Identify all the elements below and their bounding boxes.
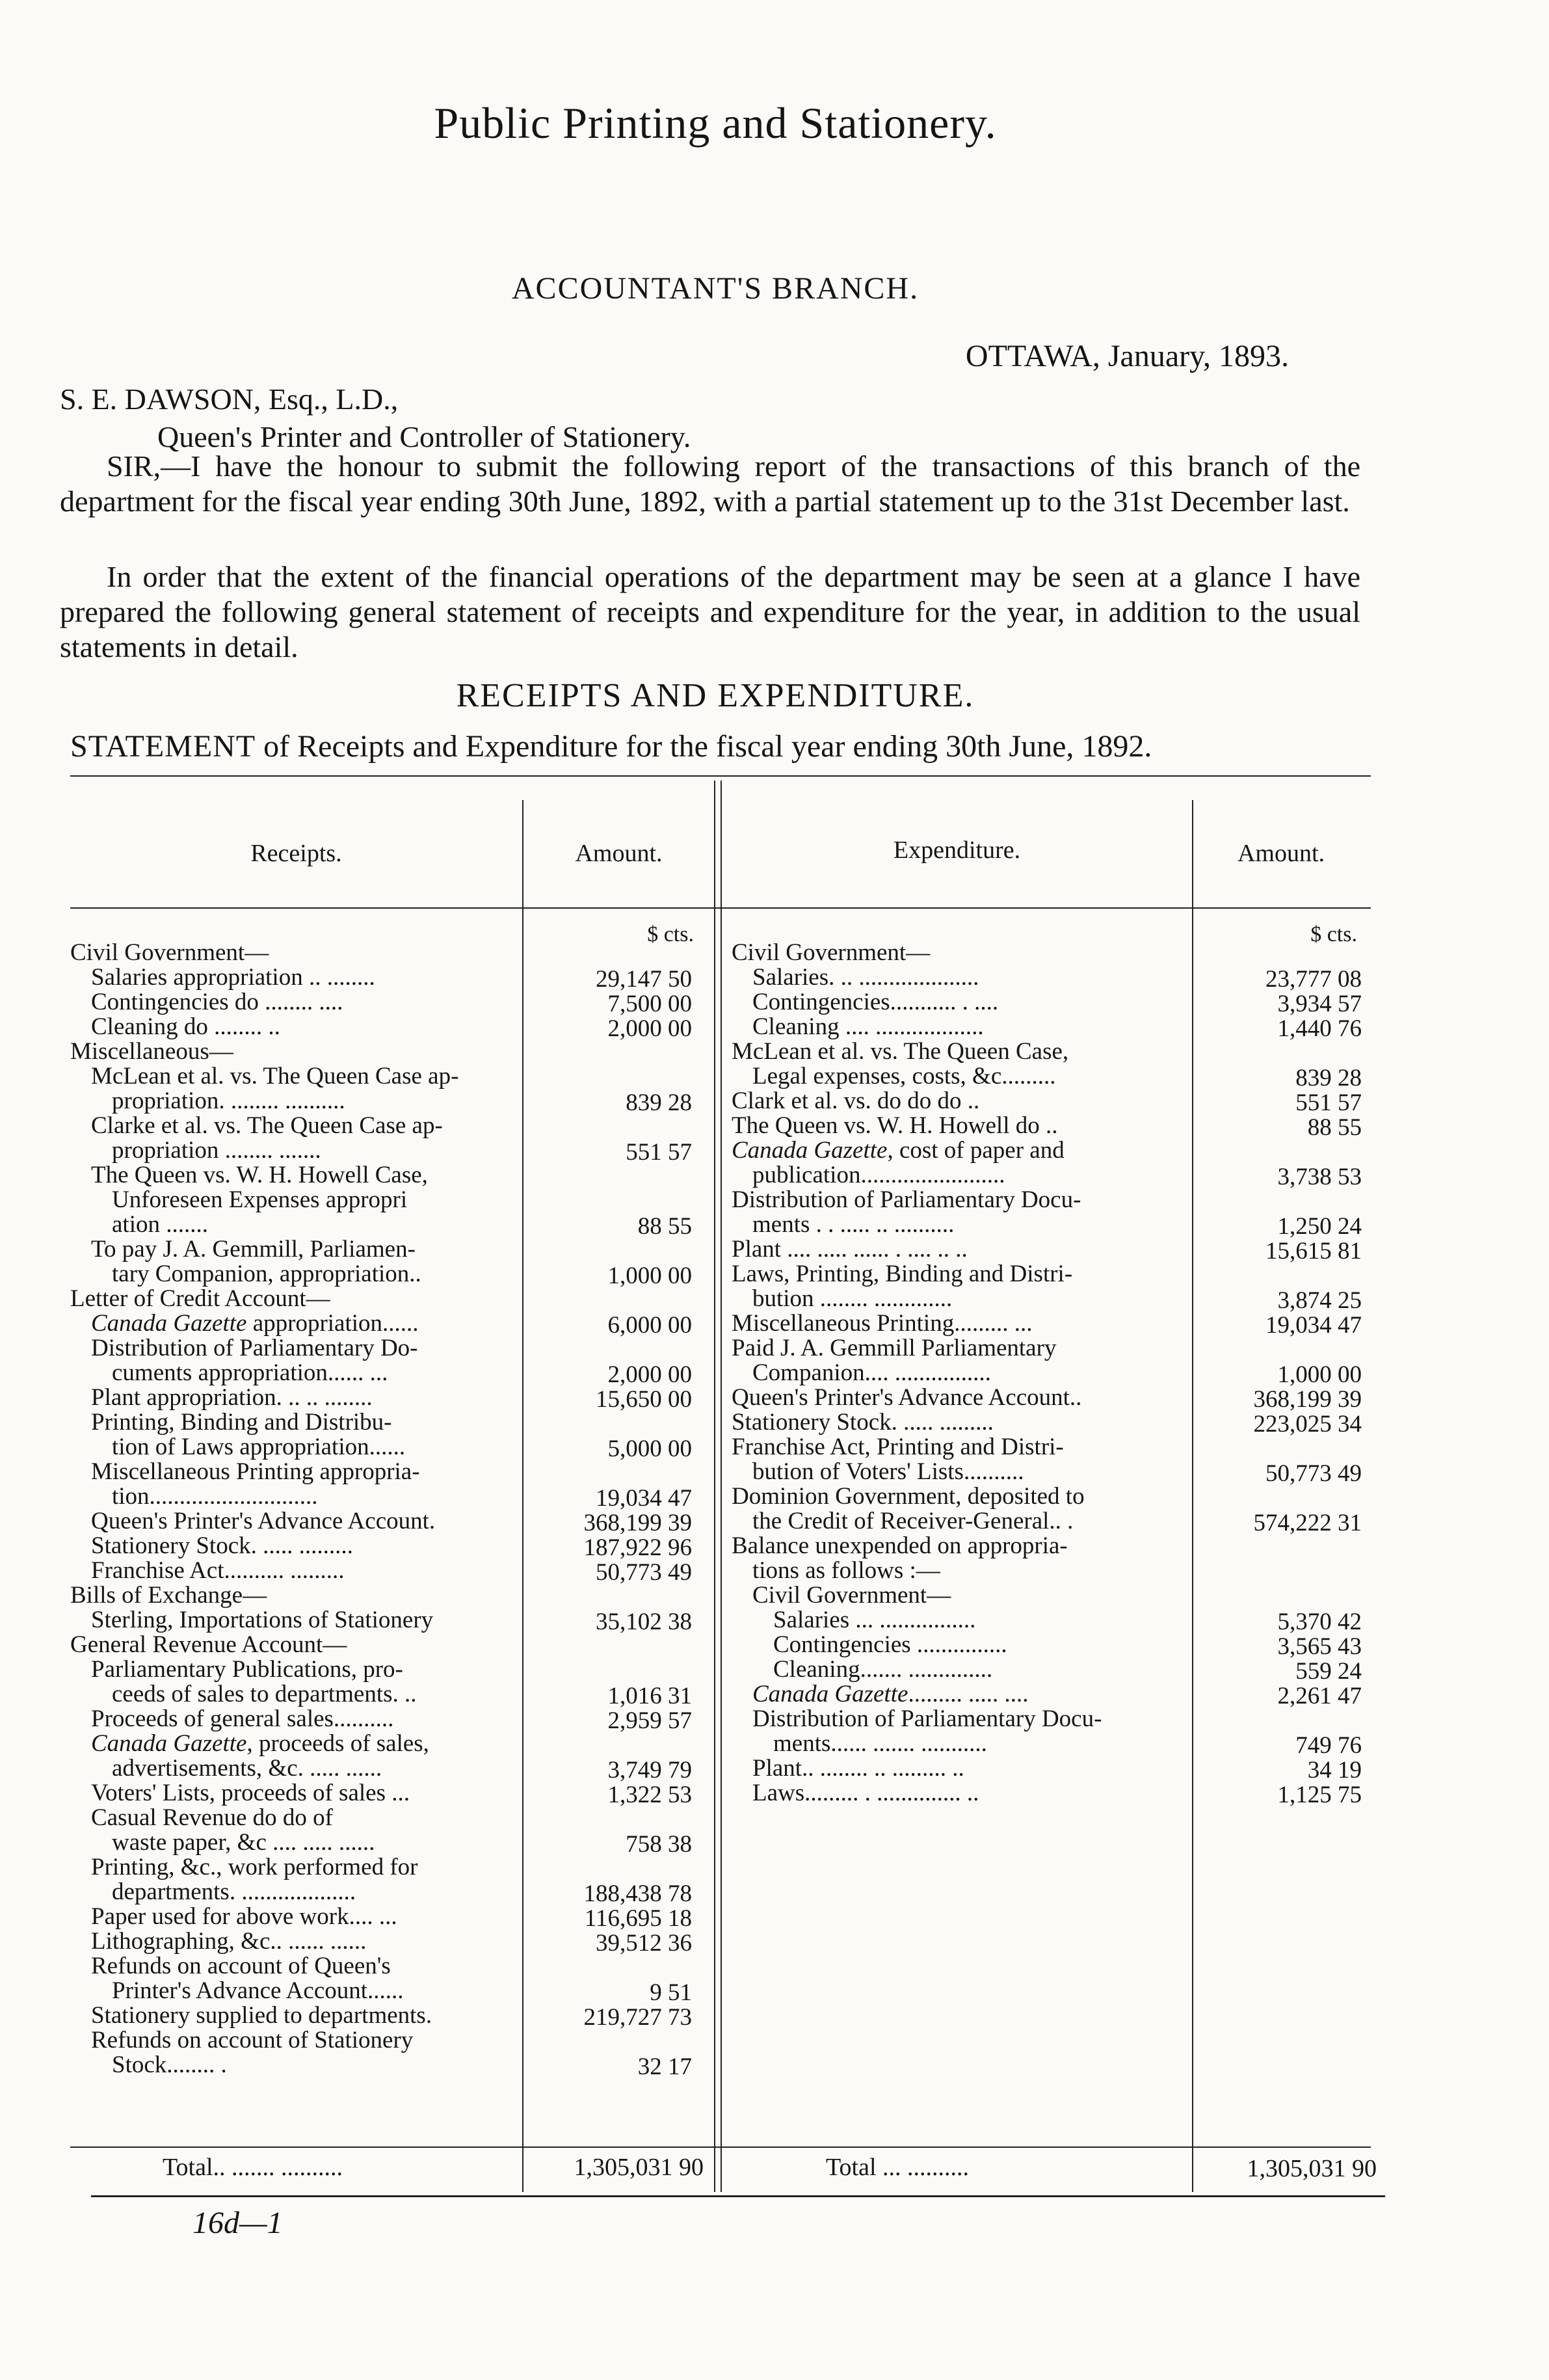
addressee-title: Queen's Printer and Controller of Stationery.: [157, 420, 691, 453]
receipt-line: ation .......: [112, 1211, 208, 1238]
receipt-amount: 3,749 79: [607, 1757, 692, 1784]
expenditure-amount: 551 57: [1295, 1090, 1362, 1116]
expenditure-amount: 3,738 53: [1277, 1164, 1362, 1190]
expenditure-line: tions as follows :—: [752, 1557, 940, 1584]
receipt-amount: 39,512 36: [596, 1930, 692, 1957]
expenditure-line: Contingencies........... . ....: [752, 989, 999, 1015]
expenditure-line: Plant .... ..... ...... . .... .. ..: [732, 1236, 968, 1263]
expenditure-line: McLean et al. vs. The Queen Case,: [732, 1038, 1069, 1065]
divider-expenditure-amount: [1192, 800, 1193, 2192]
receipt-line: Cleaning do ........ ..: [91, 1013, 280, 1040]
receipt-line: Plant appropriation. .. .. ........: [91, 1384, 373, 1411]
expenditure-line: Laws......... . .............. ..: [752, 1780, 979, 1806]
expenditure-amount: 23,777 08: [1265, 966, 1362, 993]
receipt-line: tary Companion, appropriation..: [112, 1261, 421, 1287]
receipt-line: Canada Gazette, proceeds of sales,: [91, 1730, 429, 1757]
receipt-line: To pay J. A. Gemmill, Parliamen-: [91, 1236, 416, 1263]
receipt-line: Stock........ .: [112, 2052, 227, 2078]
statement-title-rest: of Receipts and Expenditure for the fiscal year ending 30th June, 1892.: [263, 729, 1152, 764]
expenditure-line: Laws, Printing, Binding and Distri-: [732, 1261, 1073, 1287]
expenditure-amount: 34 19: [1307, 1757, 1362, 1784]
receipt-line: Queen's Printer's Advance Account.: [91, 1508, 436, 1534]
receipt-amount: 1,000 00: [607, 1263, 692, 1289]
expenditure-line: Plant.. ........ .. ......... ..: [752, 1755, 964, 1782]
receipt-line: Bills of Exchange—: [70, 1582, 267, 1609]
currency-header-right: $ cts.: [1310, 922, 1357, 946]
expenditure-line: Civil Government—: [732, 939, 931, 966]
receipt-amount: 188,438 78: [583, 1880, 692, 1907]
expenditure-amount: 3,934 57: [1277, 991, 1362, 1017]
receipt-amount: 2,000 00: [607, 1361, 692, 1388]
receipt-line: propriation. ........ ..........: [112, 1088, 345, 1114]
receipt-line: propriation ........ .......: [112, 1137, 321, 1164]
receipt-line: The Queen vs. W. H. Howell Case,: [91, 1162, 428, 1188]
currency-header-left: $ cts.: [647, 922, 694, 946]
receipt-line: Stationery Stock. ..... .........: [91, 1532, 353, 1559]
total-receipts-label: Total.. ....... ..........: [163, 2154, 343, 2181]
receipt-line: Refunds on account of Stationery: [91, 2027, 414, 2053]
expenditure-line: Stationery Stock. ..... .........: [732, 1409, 994, 1436]
receipt-line: Paper used for above work.... ...: [91, 1903, 397, 1930]
expenditure-line: Franchise Act, Printing and Distri-: [732, 1434, 1064, 1460]
expenditure-amount: 1,250 24: [1277, 1213, 1362, 1240]
expenditure-line: Canada Gazette, cost of paper and: [732, 1137, 1065, 1164]
receipt-amount: 32 17: [637, 2053, 692, 2080]
total-receipts-value: 1,305,031 90: [574, 2154, 704, 2181]
receipt-line: Distribution of Parliamentary Do-: [91, 1335, 418, 1361]
expenditure-line: Canada Gazette......... ..... ....: [752, 1681, 1029, 1707]
expenditure-amount: 88 55: [1307, 1114, 1362, 1141]
italic-title: Canada Gazette: [752, 1681, 908, 1707]
receipt-line: Franchise Act.......... .........: [91, 1557, 345, 1584]
receipt-line: ceeds of sales to departments. ..: [112, 1681, 417, 1707]
expenditure-amount: 15,615 81: [1265, 1238, 1362, 1264]
receipt-line: Proceeds of general sales..........: [91, 1705, 394, 1732]
expenditure-line: publication........................: [752, 1162, 1005, 1188]
receipt-line: Printing, Binding and Distribu-: [91, 1409, 392, 1436]
header-expenditure: Expenditure.: [893, 836, 1021, 864]
section-heading: RECEIPTS AND EXPENDITURE.: [456, 677, 975, 714]
receipt-line: Printing, &c., work performed for: [91, 1854, 418, 1880]
receipt-line: tion............................: [112, 1483, 318, 1510]
receipt-line: Miscellaneous—: [70, 1038, 233, 1065]
receipt-amount: 839 28: [626, 1090, 692, 1116]
expenditure-line: Miscellaneous Printing......... ...: [732, 1310, 1033, 1337]
receipt-line: Printer's Advance Account......: [112, 1977, 404, 2004]
receipt-amount: 1,322 53: [607, 1782, 692, 1808]
receipt-amount: 35,102 38: [596, 1609, 692, 1635]
expenditure-line: ments . . ..... .. ..........: [752, 1211, 955, 1238]
receipt-amount: 2,000 00: [607, 1015, 692, 1042]
addressee-name: S. E. DAWSON, Esq., L.D.,: [60, 382, 399, 416]
expenditure-amount: 50,773 49: [1265, 1460, 1362, 1487]
expenditure-line: Clark et al. vs. do do do ..: [732, 1088, 980, 1114]
table-bottom-rule: [91, 2195, 1385, 2197]
divider-center-2: [721, 781, 722, 2192]
expenditure-line: Balance unexpended on appropria-: [732, 1532, 1068, 1559]
statement-title: [70, 729, 1152, 764]
footer-signature: 16d—1: [192, 2206, 283, 2240]
receipt-amount: 9 51: [650, 1979, 692, 2006]
receipt-amount: 187,922 96: [583, 1534, 692, 1561]
statement-title-lead: STATEMENT: [70, 729, 256, 764]
total-expenditure-label: Total ... ..........: [826, 2154, 970, 2181]
receipts-column: [70, 941, 519, 2078]
expenditure-line: Distribution of Parliamentary Docu-: [752, 1705, 1102, 1732]
expenditure-line: Paid J. A. Gemmill Parliamentary: [732, 1335, 1057, 1361]
expenditure-amount: 5,370 42: [1277, 1609, 1362, 1635]
expenditure-column: [732, 941, 1190, 1806]
divider-center-1: [714, 781, 715, 2192]
receipt-line: departments. ...................: [112, 1879, 356, 1905]
expenditure-line: bution of Voters' Lists..........: [752, 1458, 1024, 1485]
expenditure-line: Salaries. .. ....................: [752, 964, 979, 991]
receipt-line: McLean et al. vs. The Queen Case ap-: [91, 1063, 459, 1090]
italic-title: Canada Gazette: [732, 1137, 888, 1164]
page-title: Public Printing and Stationery.: [434, 98, 997, 148]
expenditure-line: Contingencies ...............: [773, 1631, 1007, 1658]
receipt-line: cuments appropriation...... ...: [112, 1359, 388, 1386]
expenditure-amount: 839 28: [1295, 1065, 1362, 1091]
branch-title: ACCOUNTANT'S BRANCH.: [511, 271, 920, 306]
italic-title: Canada Gazette: [91, 1310, 247, 1337]
expenditure-amount: 574,222 31: [1253, 1510, 1362, 1536]
receipt-amount: 7,500 00: [607, 991, 692, 1017]
expenditure-line: Dominion Government, deposited to: [732, 1483, 1085, 1510]
expenditure-line: Cleaning .... ..................: [752, 1013, 984, 1040]
receipt-line: waste paper, &c .... ..... ......: [112, 1829, 375, 1856]
expenditure-amount: 1,125 75: [1277, 1782, 1362, 1808]
expenditure-line: Salaries ... ................: [773, 1607, 976, 1633]
intro-paragraph: SIR,—I have the honour to submit the following report of the transactions of this branch of the department for the fiscal year ending 30th June, 1892, with a partial statement up to the 31st December last.: [60, 449, 1360, 518]
receipt-amount: 19,034 47: [596, 1485, 692, 1512]
expenditure-line: The Queen vs. W. H. Howell do ..: [732, 1112, 1058, 1139]
receipt-line: Letter of Credit Account—: [70, 1285, 330, 1312]
receipt-line: Unforeseen Expenses appropri: [112, 1186, 408, 1213]
header-receipts: Receipts.: [250, 840, 342, 867]
addressee-block: [60, 381, 691, 456]
receipt-amount: 219,727 73: [583, 2004, 692, 2031]
receipt-line: Clarke et al. vs. The Queen Case ap-: [91, 1112, 443, 1139]
receipt-line: Sterling, Importations of Stationery: [91, 1607, 434, 1633]
receipt-amount: 15,650 00: [596, 1386, 692, 1413]
receipt-line: Stationery supplied to departments.: [91, 2002, 432, 2029]
receipt-amount: 29,147 50: [596, 966, 692, 993]
expenditure-line: Legal expenses, costs, &c.........: [752, 1063, 1056, 1090]
expenditure-amount: 749 76: [1295, 1732, 1362, 1759]
receipt-line: Casual Revenue do do of: [91, 1804, 333, 1831]
expenditure-amount: 3,874 25: [1277, 1287, 1362, 1314]
receipt-amount: 758 38: [626, 1831, 692, 1858]
receipt-line: General Revenue Account—: [70, 1631, 347, 1658]
dateline: OTTAWA, January, 1893.: [965, 339, 1289, 373]
receipt-amount: 2,959 57: [607, 1707, 692, 1734]
receipt-amount: 116,695 18: [584, 1905, 692, 1932]
receipt-amount: 1,016 31: [607, 1683, 692, 1709]
receipt-line: Civil Government—: [70, 939, 269, 966]
receipt-amount: 368,199 39: [583, 1510, 692, 1536]
receipt-line: advertisements, &c. ..... ......: [112, 1755, 382, 1782]
expenditure-amount: 559 24: [1295, 1658, 1362, 1685]
expenditure-amount: 2,261 47: [1277, 1683, 1362, 1709]
italic-title: Canada Gazette: [91, 1730, 247, 1757]
expenditure-amount: 1,440 76: [1277, 1015, 1362, 1042]
receipt-amount: 6,000 00: [607, 1312, 692, 1339]
receipt-amount: 88 55: [637, 1213, 692, 1240]
divider-receipts-amount: [522, 800, 523, 2192]
receipt-line: Salaries appropriation .. ........: [91, 964, 375, 991]
receipt-amount: 5,000 00: [607, 1436, 692, 1462]
expenditure-line: Distribution of Parliamentary Docu-: [732, 1186, 1081, 1213]
expenditure-line: ments...... ....... ...........: [773, 1730, 987, 1757]
total-expenditure-value: 1,305,031 90: [1247, 2155, 1377, 2182]
receipt-line: Lithographing, &c.. ...... ......: [91, 1928, 367, 1955]
expenditure-line: Civil Government—: [752, 1582, 951, 1609]
expenditure-line: the Credit of Receiver-General.. .: [752, 1508, 1074, 1534]
receipt-line: Contingencies do ........ ....: [91, 989, 343, 1015]
expenditure-amount: 19,034 47: [1265, 1312, 1362, 1339]
header-amount-right: Amount.: [1237, 840, 1325, 867]
expenditure-amount: 223,025 34: [1253, 1411, 1362, 1437]
expenditure-line: Cleaning....... ..............: [773, 1656, 993, 1683]
expenditure-line: Queen's Printer's Advance Account..: [732, 1384, 1082, 1411]
header-amount-left: Amount.: [575, 840, 663, 867]
receipt-amount: 551 57: [626, 1139, 692, 1166]
overview-paragraph: In order that the extent of the financial operations of the department may be seen at a glance I have prepared the following general statement of receipts and expenditure for the year, in addition to the usual statements in detail.: [60, 560, 1360, 663]
receipt-line: Parliamentary Publications, pro-: [91, 1656, 403, 1683]
receipt-line: Voters' Lists, proceeds of sales ...: [91, 1780, 410, 1806]
receipt-line: Miscellaneous Printing appropria-: [91, 1458, 420, 1485]
receipt-line: Canada Gazette appropriation......: [91, 1310, 419, 1337]
expenditure-amount: 3,565 43: [1277, 1633, 1362, 1660]
receipt-line: tion of Laws appropriation......: [112, 1434, 406, 1460]
expenditure-line: Companion.... ................: [752, 1359, 991, 1386]
receipt-amount: 50,773 49: [596, 1559, 692, 1586]
expenditure-amount: 368,199 39: [1253, 1386, 1362, 1413]
expenditure-amount: 1,000 00: [1277, 1361, 1362, 1388]
expenditure-line: bution ........ .............: [752, 1285, 953, 1312]
table-top-rule: [70, 775, 1371, 777]
receipt-line: Refunds on account of Queen's: [91, 1953, 391, 1979]
